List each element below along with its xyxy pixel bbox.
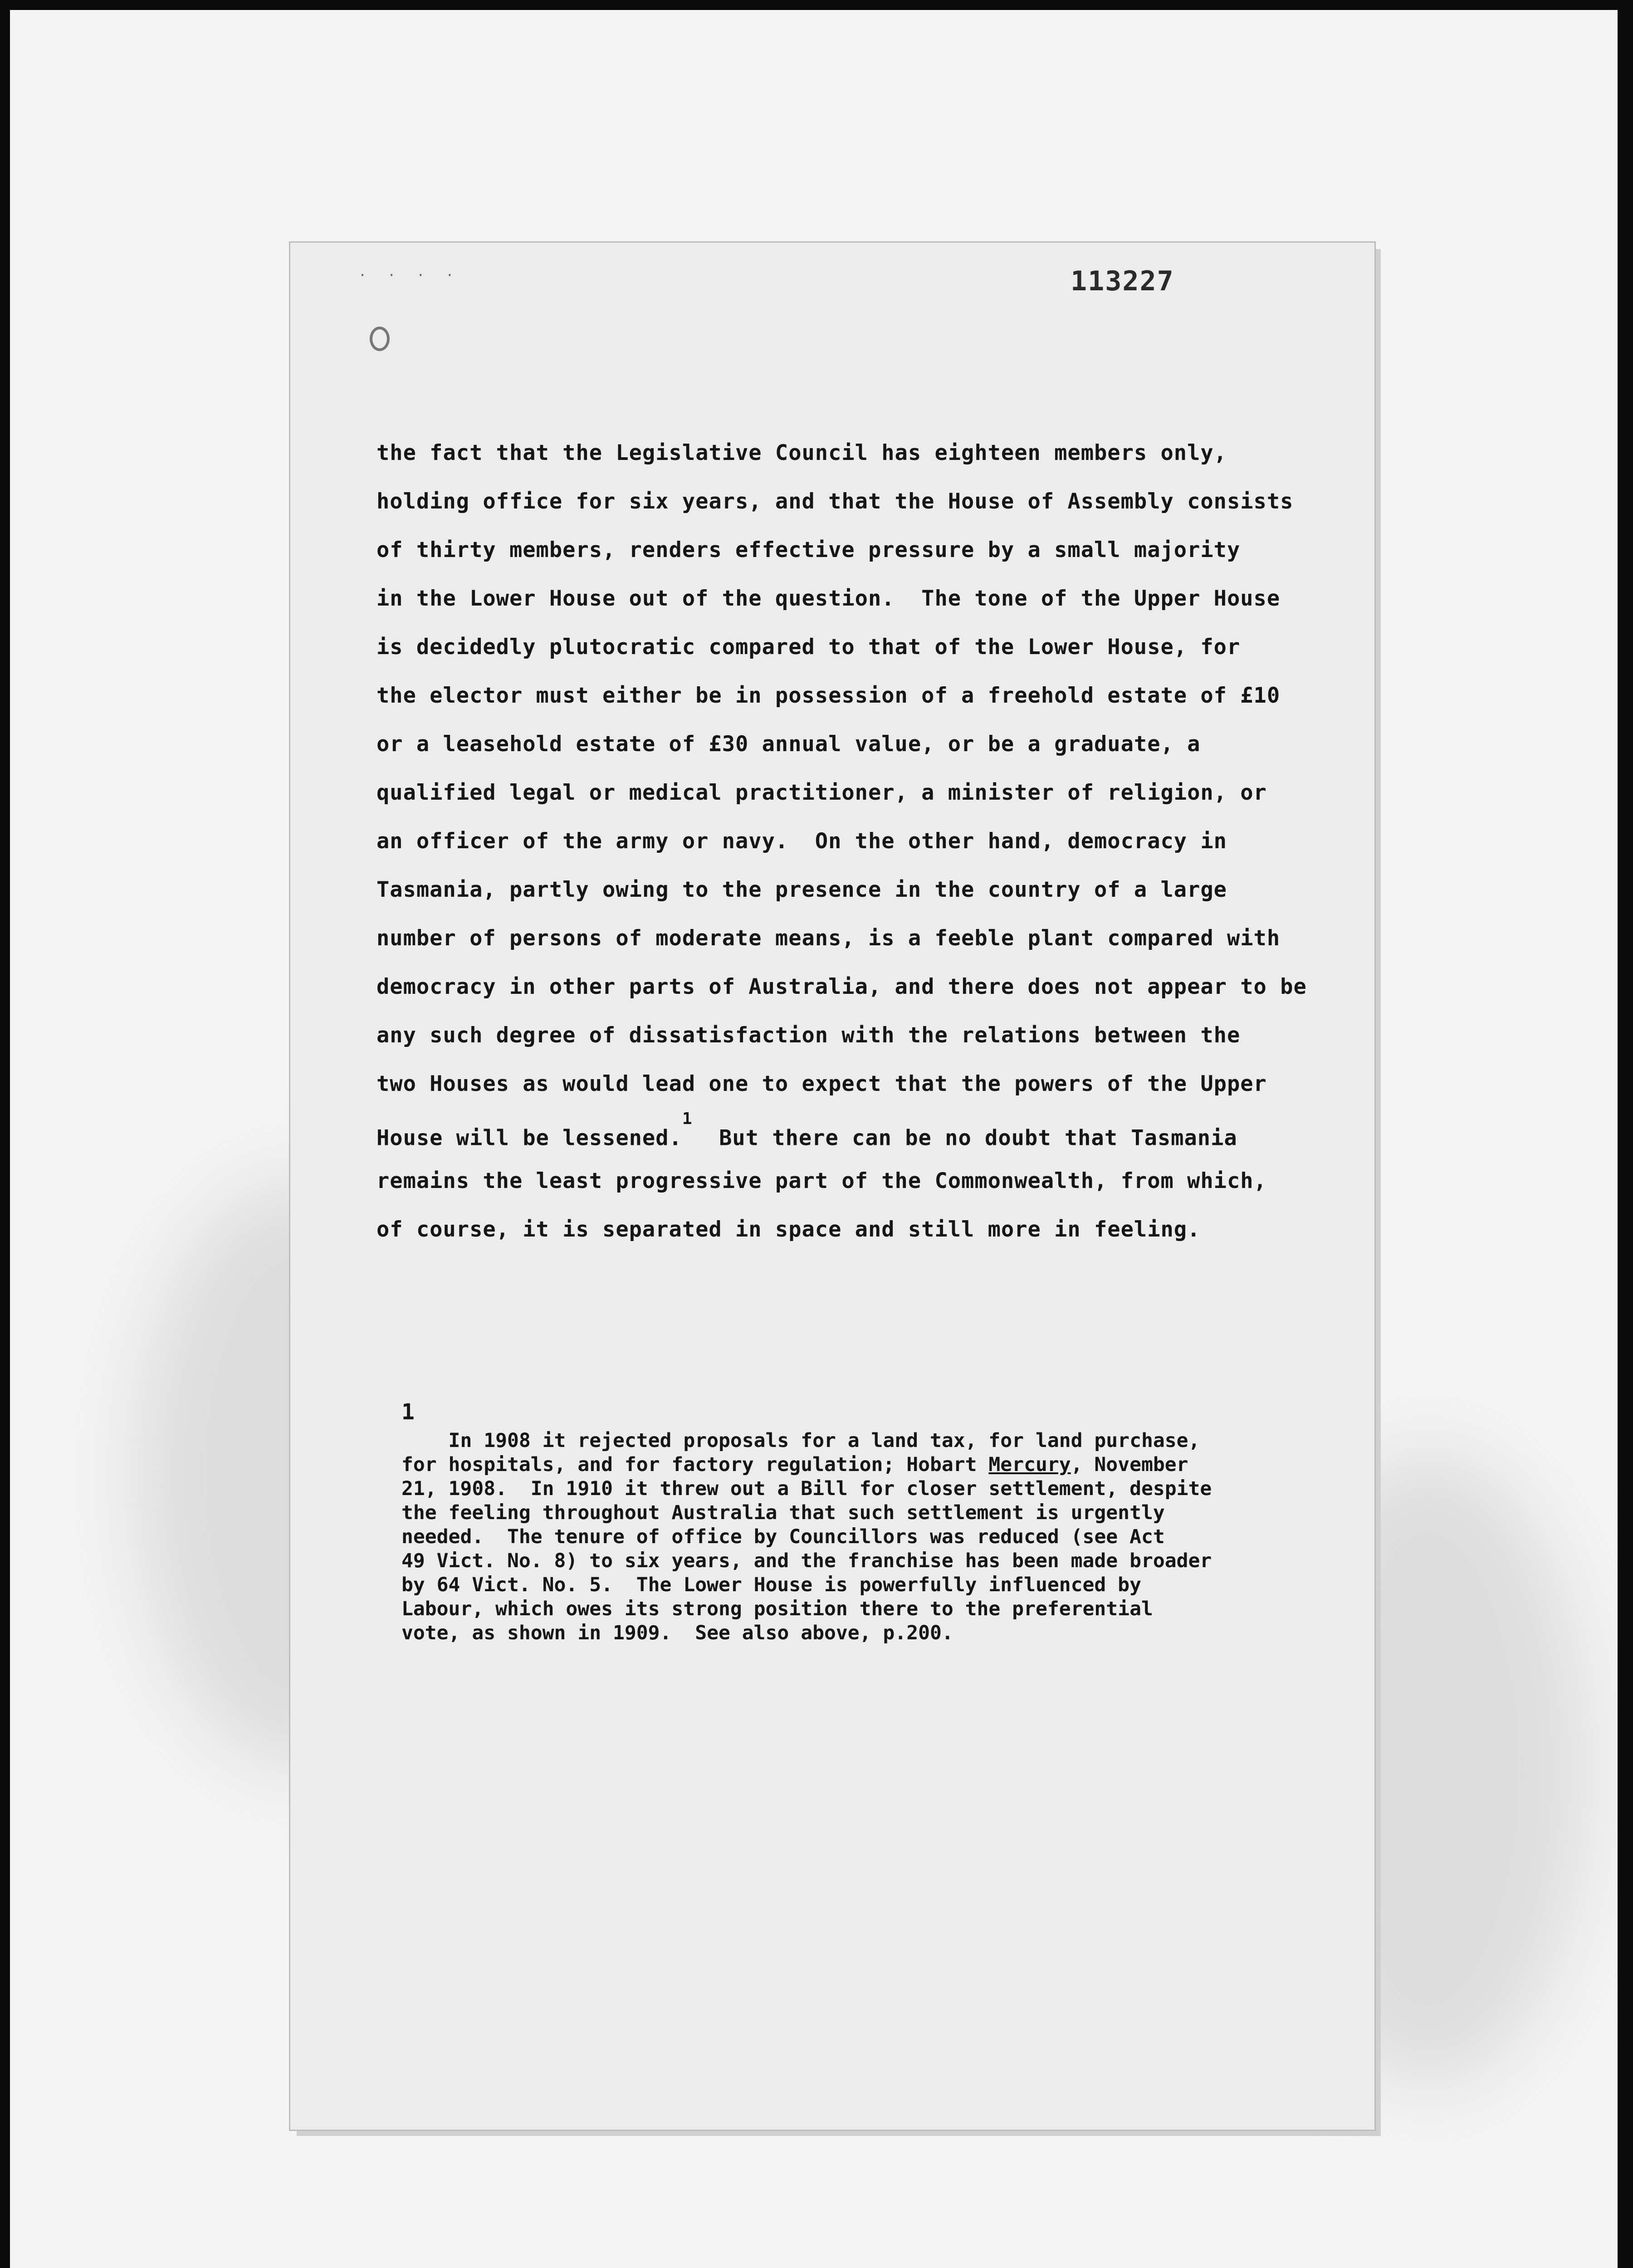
footnote-line: 21, 1908. In 1910 it threw out a Bill for closer settlement, despite — [401, 1477, 1212, 1500]
text-line: an officer of the army or navy. On the other hand, democracy in — [376, 829, 1227, 854]
text-line: of course, it is separated in space and still more in feeling. — [376, 1217, 1201, 1242]
publication-title: Mercury — [988, 1453, 1071, 1476]
text-line: holding office for six years, and that the House of Assembly consists — [376, 489, 1294, 514]
pencil-marks: · · · · — [358, 268, 460, 284]
text-line: any such degree of dissatisfaction with the relations between the — [376, 1023, 1241, 1048]
footnote-line: In 1908 it rejected proposals for a land tax, for land purchase, — [401, 1429, 1200, 1452]
text-line: or a leasehold estate of £30 annual value, or be a graduate, a — [376, 732, 1201, 757]
text-line: qualified legal or medical practitioner, a minister of religion, or — [376, 780, 1267, 805]
typed-page — [290, 243, 1374, 2130]
footnote-line: Labour, which owes its strong position there to the preferential — [401, 1598, 1153, 1620]
footnote-number: 1 — [401, 1399, 415, 1425]
text-segment: for hospitals, and for factory regulation; Hobart — [401, 1453, 989, 1476]
footnote-marker: 1 — [682, 1110, 693, 1128]
text-line: democracy in other parts of Australia, and there does not appear to be — [376, 974, 1307, 999]
punch-hole-icon — [370, 327, 390, 351]
text-line: Tasmania, partly owing to the presence in the country of a large — [376, 877, 1227, 902]
text-line: remains the least progressive part of the Commonwealth, from which, — [376, 1168, 1267, 1193]
footnote-line — [401, 1453, 1354, 1477]
text-line: the fact that the Legislative Council has eighteen members only, — [376, 440, 1227, 465]
body-paragraph — [376, 429, 1338, 1254]
text-line: the elector must either be in possession of a freehold estate of £10 — [376, 683, 1281, 708]
footnote-text — [401, 1429, 1354, 1645]
text-segment: , November — [1071, 1453, 1188, 1476]
footnote-line: 49 Vict. No. 8) to six years, and the franchise has been made broader — [401, 1549, 1212, 1572]
text-line: two Houses as would lead one to expect that the powers of the Upper — [376, 1071, 1267, 1096]
footnote-line: the feeling throughout Australia that such settlement is urgently — [401, 1501, 1165, 1524]
text-line: is decidedly plutocratic compared to that of the Lower House, for — [376, 635, 1241, 660]
footnote-line: vote, as shown in 1909. See also above, p.200. — [401, 1622, 953, 1644]
text-line: of thirty members, renders effective pressure by a small majority — [376, 538, 1241, 562]
text-line: in the Lower House out of the question. The tone of the Upper House — [376, 586, 1281, 611]
footnote-line: needed. The tenure of office by Councillors was reduced (see Act — [401, 1525, 1165, 1548]
text-line: number of persons of moderate means, is a feeble plant compared with — [376, 926, 1281, 951]
text-line — [376, 1108, 1338, 1157]
text-segment: House will be lessened. — [376, 1125, 682, 1151]
footnote-line: by 64 Vict. No. 5. The Lower House is powerfully influenced by — [401, 1574, 1141, 1596]
text-segment: But there can be no doubt that Tasmania — [692, 1125, 1237, 1151]
page-number: 113227 — [1071, 265, 1174, 297]
